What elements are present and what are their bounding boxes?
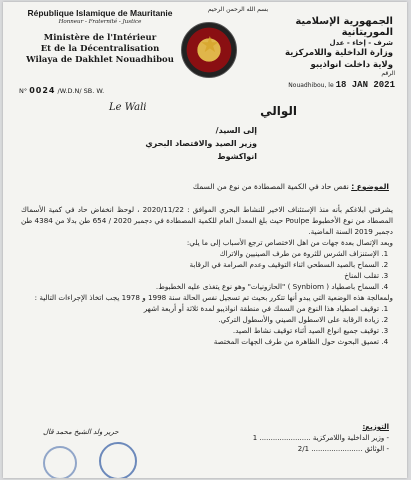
- list-item: 1. الإستنزاف الشرس للثروة من طرف الصينيين والاتراك: [21, 248, 379, 259]
- country-name-fr: République Islamique de Mauritanie: [27, 8, 173, 18]
- list-item: 4. تعميق البحوث حول الظاهرة من طرف الجهات المختصة: [21, 336, 379, 347]
- list-item: 1. توقيف اصطياد هذا النوع من السمك في منطقة انواذيبو لمدة ثلاثة أو أربعة اشهر: [21, 303, 379, 314]
- signature: حرير ولد الشيخ محمد قال: [43, 428, 119, 436]
- letter-page: [3, 2, 407, 478]
- stamp-icon: [43, 446, 77, 478]
- recipient-block: إلى السيد/ وزير الصيد والاقتصاد البحري انواكشوط: [145, 126, 257, 161]
- country-name-ar: الجمهورية الإسلامية الموريتانية: [295, 16, 393, 38]
- list-item: 3. توقيف جميع انواع الصيد أثناء توقيف نشاط الصيد.: [21, 325, 379, 336]
- measures-list: [21, 303, 393, 347]
- letter-body: [21, 204, 393, 347]
- ministry-ar: وزارة الداخلية واللامركزية: [284, 48, 393, 58]
- title-ar: الوالي: [260, 104, 297, 118]
- list-item: 4. السماح باصطياد ( Synbiom ) "الحازونيات" وهو نوع يتغذى عليه الخطبوط.: [21, 281, 379, 292]
- distribution-block: التوزيع: - وزير الداخلية واللامركزية ....................... 1 - الوثائق ....................... 2/1: [252, 423, 389, 453]
- arabic-letterhead: [207, 4, 393, 71]
- list-item: - وزير الداخلية واللامركزية ....................... 1: [252, 434, 389, 442]
- letter-date: Nouadhibou, le 18 JAN 2021: [288, 80, 395, 90]
- official-seal-icon: [99, 442, 137, 478]
- list-item: 3. تقلب المناخ: [21, 270, 379, 281]
- french-letterhead: [25, 8, 175, 66]
- causes-list: [21, 248, 393, 292]
- body-paragraph: وبعد الإتصال بعدة جهات من اهل الاختصاص ترجع الأسباب إلى ما يلي:: [186, 238, 393, 247]
- basmala: بسم الله الرحمن الرحيم: [207, 6, 269, 13]
- national-emblem-icon: [181, 22, 237, 78]
- subject-line: الموضوع : نقص حاد في الكمية المصطادة من نوع من السمك: [192, 182, 389, 191]
- body-paragraph: يشرفني ابلاغكم بأنه منذ الإستئناف الاخير للنشاط البحري الموافق : 2020/11/22 ، لوحظ انخفاض حاد في كمية الأسماك المصطاد من نوع الأخطبوط Poulpe حيث بلغ المعدل العام للكمية المصطادة في دجمبر 2020 / 654 طن بدلا من 4384 طن دجمبر 2019 السنة الماضية.: [21, 205, 393, 236]
- reference-number: N° 0024 /W.D.N/ SB. W.: [19, 86, 105, 95]
- star-icon: ★: [200, 33, 220, 58]
- reference-row: [19, 70, 395, 98]
- reference-label-ar: الرقم: [381, 70, 395, 77]
- title-fr: Le Wali: [109, 102, 147, 113]
- wilaya-ar: ولاية داخلت انواذيبو: [310, 60, 393, 70]
- motto-ar: شرف - إخاء - عدل: [329, 39, 393, 47]
- list-item: 2. السماح بالصيد السطحي اثناء التوقيف وعدم الصرامة في الرقابة: [21, 259, 379, 270]
- ministry-fr: Ministère de l'Intérieur Et de la Décentralisation Wilaya de Dakhlet Nouadhibou: [26, 33, 174, 65]
- body-paragraph: ولمعالجة هذه الوضعية التي يبدو أنها تتكرر بحيث تم تسجيل نفس الحالة سنة 1998 و 1978 يجب اتخاذ الإجراءات التالية :: [34, 293, 393, 302]
- motto-fr: Honneur - Fraternité - Justice: [58, 19, 142, 25]
- list-item: - الوثائق ....................... 2/1: [297, 445, 389, 453]
- list-item: 2. زيادة الرقابة على الاسطول الصيني والأسطول التركي.: [21, 314, 379, 325]
